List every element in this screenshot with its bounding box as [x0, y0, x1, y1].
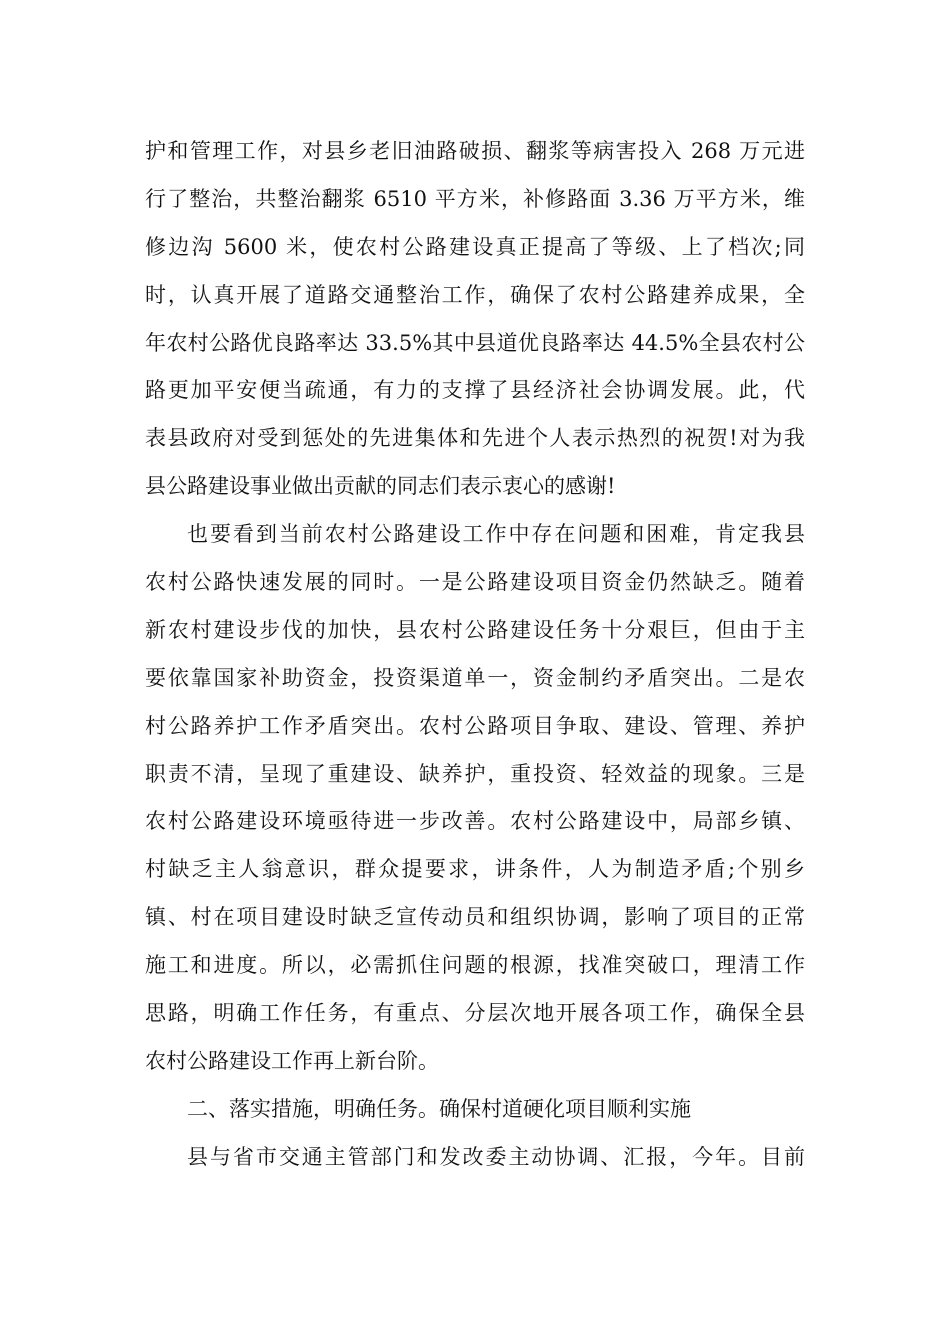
text-line: 要依靠国家补助资金，投资渠道单一，资金制约矛盾突出。二是农 [145, 665, 805, 690]
text-line: 时，认真开展了道路交通整治工作，确保了农村公路建养成果，全 [145, 282, 805, 307]
text-line: 村公路养护工作矛盾突出。农村公路项目争取、建设、管理、养护 [145, 713, 805, 738]
paragraph-1 [145, 128, 805, 511]
text-line: 镇、村在项目建设时缺乏宣传动员和组织协调，影响了项目的正常 [145, 905, 805, 930]
text-line: 村缺乏主人翁意识，群众提要求，讲条件，人为制造矛盾;个别乡 [145, 857, 805, 882]
text-line: 年农村公路优良路率达 33.5%其中县道优良路率达 44.5%全县农村公 [145, 330, 805, 355]
text-line: 县与省市交通主管部门和发改委主动协调、汇报，今年。目前 [187, 1144, 805, 1169]
heading-text: 二、落实措施，明确任务。确保村道硬化项目顺利实施 [187, 1096, 691, 1121]
text-line: 护和管理工作，对县乡老旧油路破损、翻浆等病害投入 268 万元进 [145, 139, 805, 163]
text-line: 路更加平安便当疏通，有力的支撑了县经济社会协调发展。此，代 [145, 378, 805, 403]
text-line: 修边沟 5600 米，使农村公路建设真正提高了等级、上了档次;同 [145, 234, 805, 259]
text-line: 表县政府对受到惩处的先进集体和先进个人表示热烈的祝贺!对为我 [145, 426, 805, 451]
text-line: 施工和进度。所以，必需抓住问题的根源，找准突破口，理清工作 [145, 953, 805, 978]
text-line: 新农村建设步伐的加快，县农村公路建设任务十分艰巨，但由于主 [145, 617, 805, 642]
text-line: 农村公路快速发展的同时。一是公路建设项目资金仍然缺乏。随着 [145, 570, 805, 595]
paragraph-2 [145, 511, 805, 1086]
text-line: 思路，明确工作任务，有重点、分层次地开展各项工作，确保全县 [145, 1001, 805, 1026]
document-body [145, 128, 805, 1182]
text-line: 行了整治，共整治翻浆 6510 平方米，补修路面 3.36 万平方米，维 [145, 186, 805, 211]
text-line: 职责不清，呈现了重建设、缺养护，重投资、轻效益的现象。三是 [145, 761, 805, 786]
text-line: 农村公路建设工作再上新台阶。 [145, 1048, 439, 1073]
section-heading [145, 1086, 805, 1134]
text-line: 县公路建设事业做出贡献的同志们表示衷心的感谢! [145, 474, 616, 499]
text-line: 也要看到当前农村公路建设工作中存在问题和困难，肯定我县 [187, 522, 805, 547]
text-line: 农村公路建设环境亟待进一步改善。农村公路建设中，局部乡镇、 [145, 809, 805, 834]
paragraph-3 [145, 1134, 805, 1182]
